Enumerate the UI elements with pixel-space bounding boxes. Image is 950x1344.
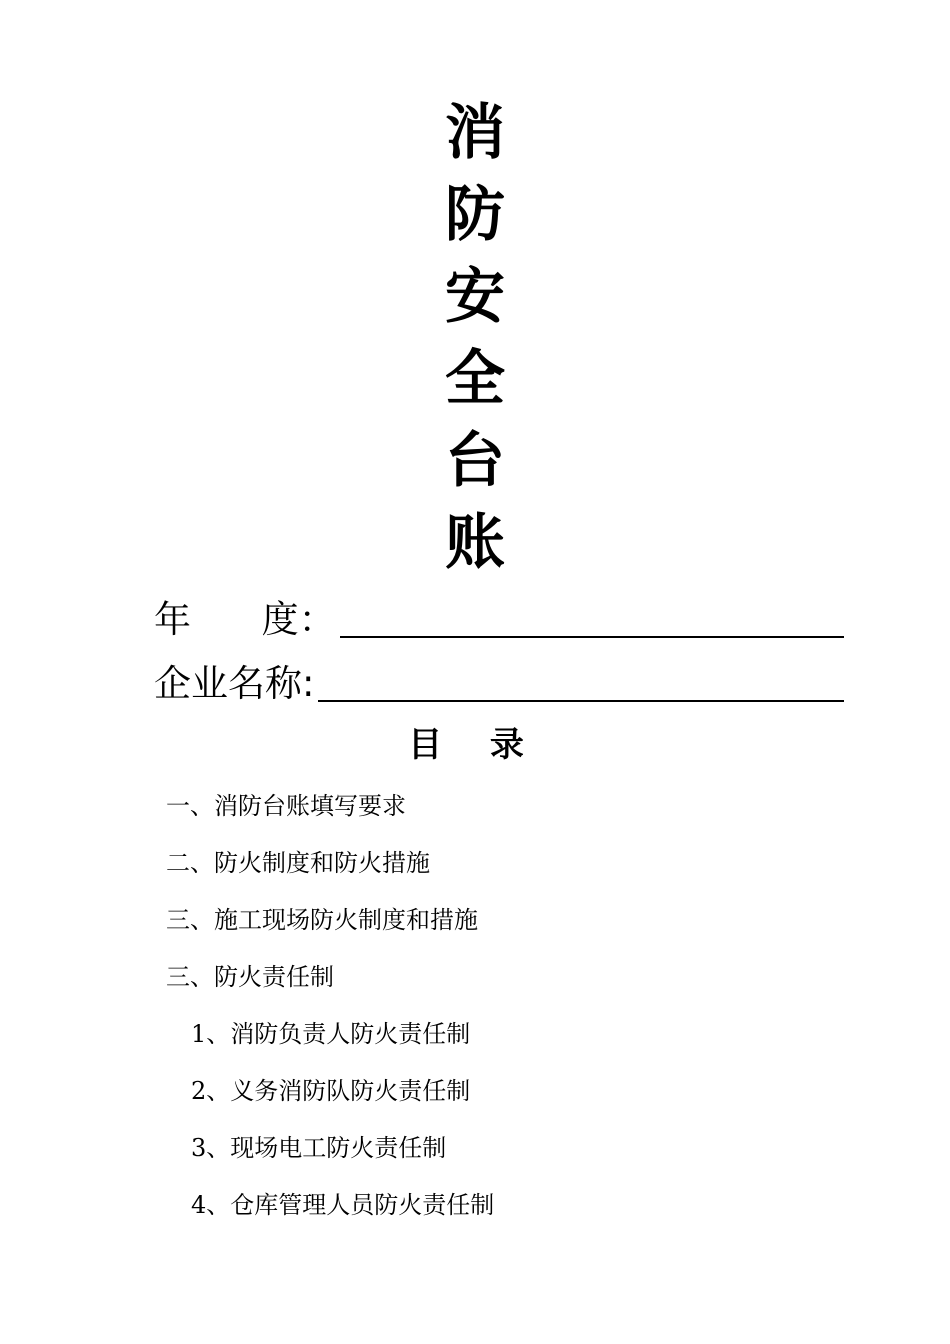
year-blank-line (340, 596, 844, 638)
toc-item: 4、仓库管理人员防火责任制 (191, 1191, 495, 1219)
toc-item: 3、现场电工防火责任制 (191, 1134, 447, 1162)
year-field (154, 586, 844, 642)
year-label: 年 度： (154, 598, 336, 641)
cover-title (0, 92, 950, 584)
title-char: 账 (445, 508, 505, 578)
title-char: 全 (445, 344, 505, 414)
toc-item: 三、防火责任制 (166, 963, 334, 991)
toc-item: 二、防火制度和防火措施 (166, 849, 430, 877)
toc-item: 2、义务消防队防火责任制 (191, 1077, 471, 1105)
toc-list (0, 786, 950, 1242)
title-char: 消 (445, 98, 505, 168)
toc-item: 1、消防负责人防火责任制 (191, 1020, 471, 1048)
company-field (154, 650, 844, 706)
company-label: 企业名称: (154, 662, 315, 705)
toc-item: 三、施工现场防火制度和措施 (166, 906, 478, 934)
title-char: 安 (445, 262, 505, 332)
toc-item: 一、消防台账填写要求 (166, 792, 406, 820)
toc-title: 目 录 (408, 725, 542, 765)
title-char: 台 (445, 426, 505, 496)
company-blank-line (318, 660, 844, 702)
title-char: 防 (445, 180, 505, 250)
